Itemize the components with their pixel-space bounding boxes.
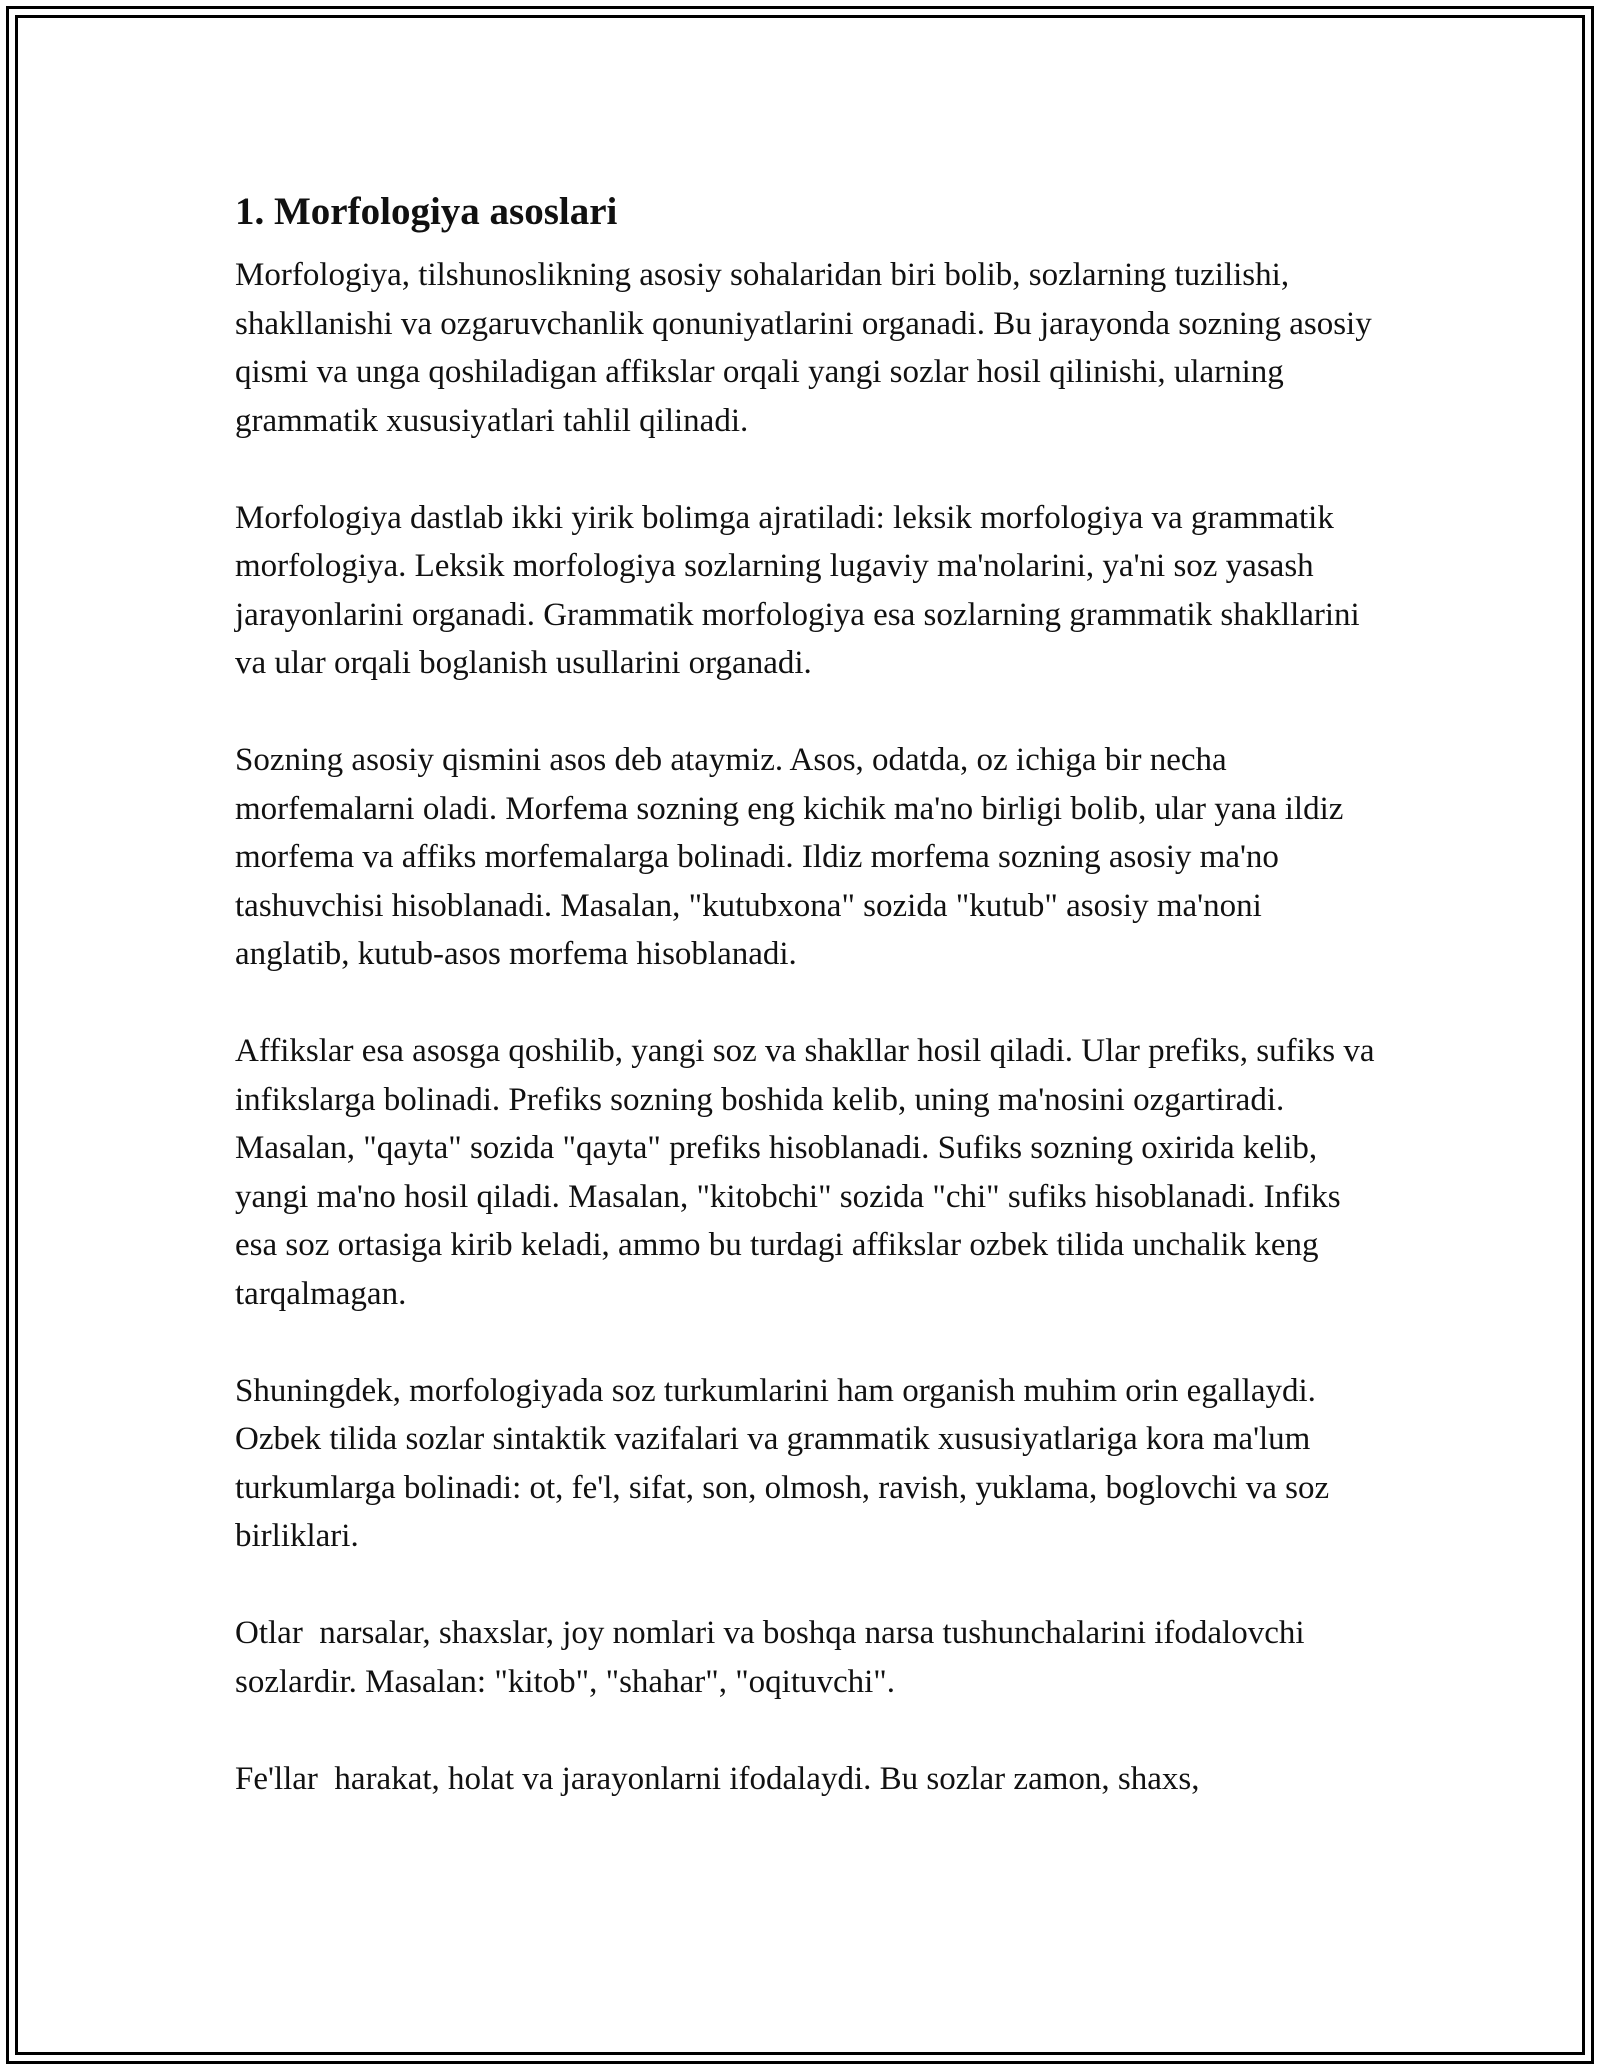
document-body: [235, 185, 1383, 1803]
paragraph-affixes: Affikslar esa asosga qoshilib, yangi soz va shakllar hosil qiladi. Ular prefiks, sufiks va infikslarga bolinadi. Prefiks sozning boshida kelib, uning ma'nosini ozgartiradi. Masalan, "qayta" sozida "qayta" prefiks hisoblanadi. Sufiks sozning oxirida kelib, yangi ma'no hosil qiladi. Masalan, "kitobchi" sozida "chi" sufiks hisoblanadi. Infiks esa soz ortasiga kirib keladi, ammo bu turdagi affikslar ozbek tilida unchalik keng tarqalmagan.: [235, 1033, 1383, 1312]
paragraph-divisions: Morfologiya dastlab ikki yirik bolimga ajratiladi: leksik morfologiya va grammatik morfologiya. Leksik morfologiya sozlarning lugaviy ma'nolarini, ya'ni soz yasash jarayonlarini organadi. Grammatik morfologiya esa sozlarning grammatik shakllarini va ular orqali boglanish usullarini organadi.: [235, 499, 1368, 681]
paragraph-verbs: Fe'llar harakat, holat va jarayonlarni ifodalaydi. Bu sozlar zamon, shaxs,: [235, 1760, 1200, 1797]
section-heading: 1. Morfologiya asoslari: [235, 190, 618, 233]
paragraph-word-classes: Shuningdek, morfologiyada soz turkumlarini ham organish muhim orin egallaydi. Ozbek tilida sozlar sintaktik vazifalari va grammatik xususiyatlariga kora ma'lum turkumlarga bolinadi: ot, fe'l, sifat, son, olmosh, ravish, yuklama, boglovchi va soz birliklari.: [235, 1372, 1338, 1554]
paragraph-nouns: Otlar narsalar, shaxslar, joy nomlari va boshqa narsa tushunchalarini ifodalovchi sozlardir. Masalan: "kitob", "shahar", "oqituvchi".: [235, 1615, 1313, 1700]
paragraph-intro: Morfologiya, tilshunoslikning asosiy sohalaridan biri bolib, sozlarning tuzilishi, shakllanishi va ozgaruvchanlik qonuniyatlarini organadi. Bu jarayonda sozning asosiy qismi va unga qoshiladigan affikslar orqali yangi sozlar hosil qilinishi, ularning grammatik xususiyatlari tahlil qilinadi.: [235, 257, 1380, 439]
paragraph-stem: Sozning asosiy qismini asos deb ataymiz. Asos, odatda, oz ichiga bir necha morfemalarni oladi. Morfema sozning eng kichik ma'no birligi bolib, ular yana ildiz morfema va affiks morfemalarga bolinadi. Ildiz morfema sozning asosiy ma'no tashuvchisi hisoblanadi. Masalan, "kutubxona" sozida "kutub" asosiy ma'noni anglatib, kutub-asos morfema hisoblanadi.: [235, 742, 1352, 972]
